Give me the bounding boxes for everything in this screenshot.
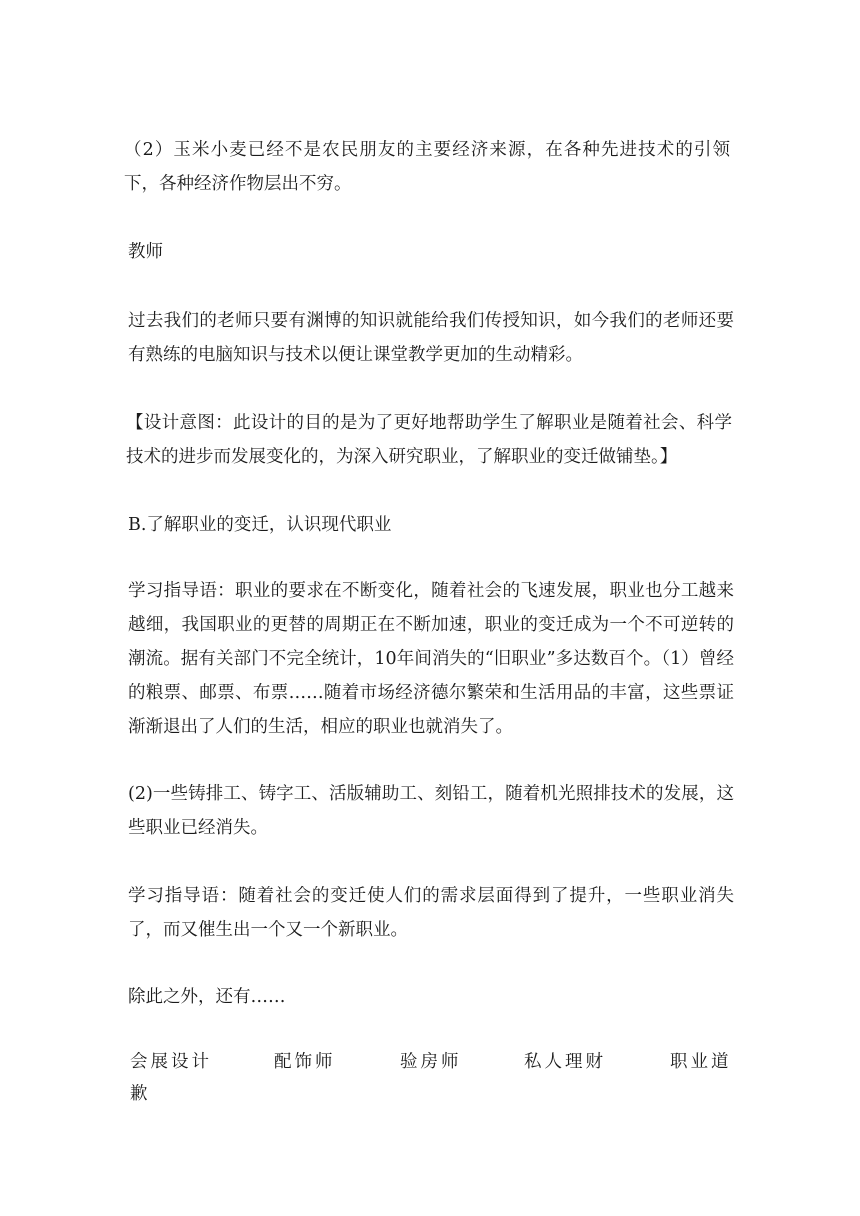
new-jobs-row: [0, 1045, 860, 1079]
job-item: 私人理财: [524, 1052, 606, 1072]
paragraph-learning-guide-1: 学习指导语：职业的要求在不断变化，随着社会的飞速发展，职业也分工越来越细，我国职业的更替的周期正在不断加速，职业的变迁成为一个不可逆转的潮流。据有关部门不完全统计，10年间消失的“旧职业”多达数百个。（1）曾经的粮票、邮票、布票……随着市场经济德尔繁荣和生活用品的丰富，这些票证渐渐退出了人们的生活，相应的职业也就消失了。: [128, 581, 734, 737]
job-item: 配饰师: [274, 1052, 336, 1072]
paragraph-typesetting-jobs: (2)一些铸排工、铸字工、活版辅助工、刻铅工，随着机光照排技术的发展，这些职业已经消失。: [128, 784, 734, 838]
paragraph-teacher-heading: 教师: [128, 242, 163, 262]
job-item: 职业道: [670, 1052, 732, 1072]
job-item-continuation: 歉: [130, 1084, 151, 1104]
paragraph-besides: 除此之外，还有……: [128, 987, 286, 1007]
paragraph-economic-crops: （2）玉米小麦已经不是农民朋友的主要经济来源，在各种先进技术的引领下，各种经济作物层出不穷。: [124, 140, 730, 194]
paragraph-learning-guide-2: 学习指导语：随着社会的变迁使人们的需求层面得到了提升，一些职业消失了，而又催生出一个又一个新职业。: [128, 886, 734, 940]
job-item: 验房师: [400, 1052, 462, 1072]
paragraph-teacher-skills: 过去我们的老师只要有渊博的知识就能给我们传授知识，如今我们的老师还要有熟练的电脑知识与技术以便让课堂教学更加的生动精彩。: [128, 311, 734, 365]
section-heading-career-change: B.了解职业的变迁，认识现代职业: [128, 515, 392, 535]
paragraph-design-intent: 【设计意图：此设计的目的是为了更好地帮助学生了解职业是随着社会、科学技术的进步而发展变化的，为深入研究职业，了解职业的变迁做铺垫。】: [126, 413, 732, 467]
job-item: 会展设计: [130, 1052, 212, 1072]
